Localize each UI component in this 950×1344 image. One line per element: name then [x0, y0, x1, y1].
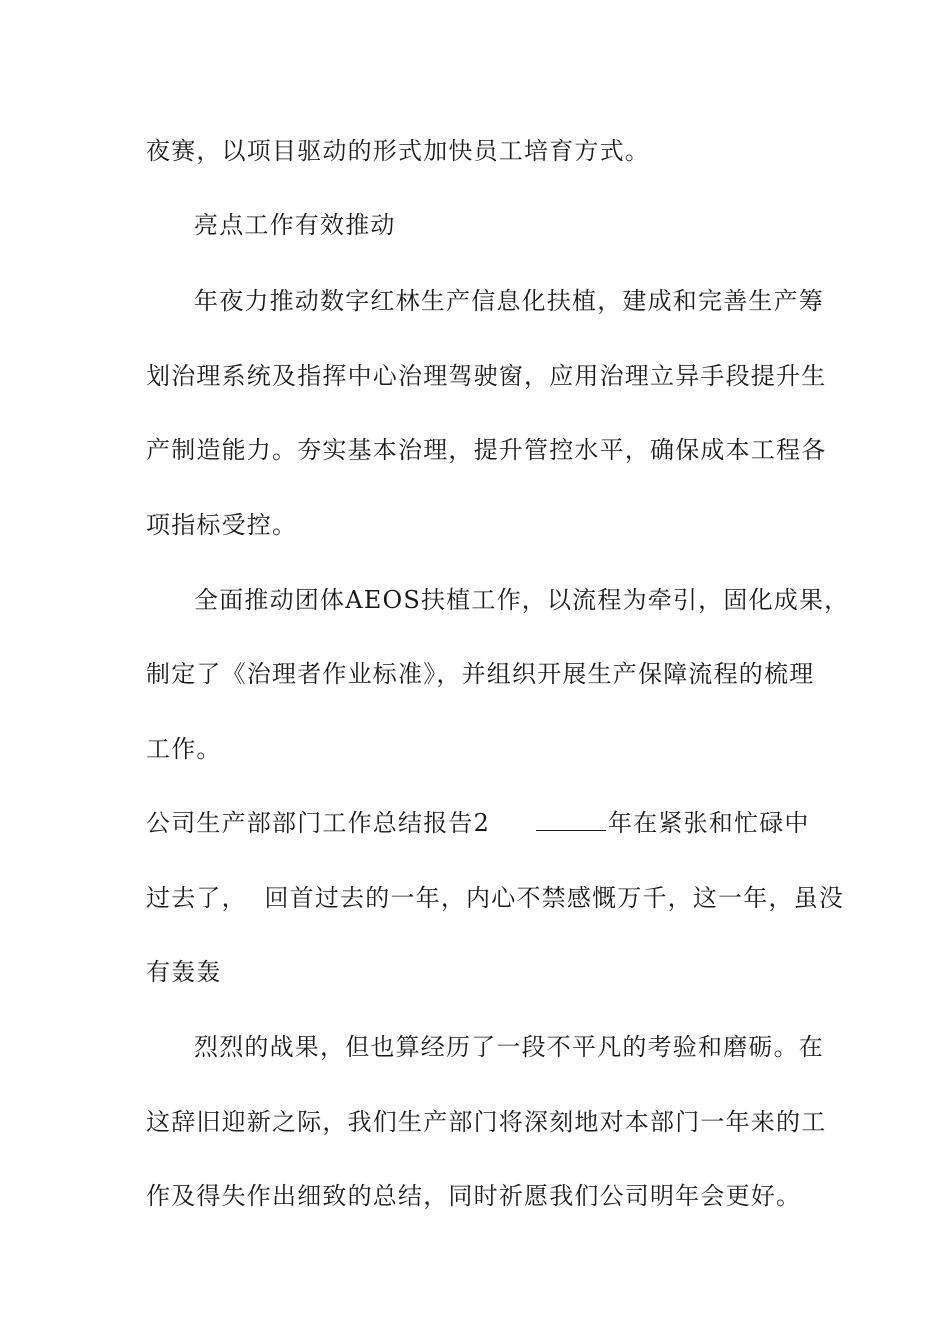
paragraph-line: 有轰轰	[146, 958, 222, 986]
paragraph-line: 工作。	[146, 735, 222, 763]
paragraph-line: 项指标受控。	[146, 511, 298, 539]
paragraph-line: 作及得失作出细致的总结，同时祈愿我们公司明年会更好。	[146, 1182, 802, 1210]
paragraph-line: 年夜力推动数字红林生产信息化扶植，建成和完善生产筹	[194, 287, 824, 315]
fill-in-blank	[536, 808, 606, 831]
paragraph-line: 全面推动团体AEOS扶植工作，以流程为牵引，固化成果，	[194, 586, 850, 614]
paragraph-line: 产制造能力。夯实基本治理，提升管控水平，确保成本工程各	[146, 436, 827, 464]
paragraph-line: 烈烈的战果，但也算经历了一段不平凡的考验和磨砺。在	[194, 1033, 824, 1061]
paragraph-line: 这辞旧迎新之际，我们生产部门将深刻地对本部门一年来的工	[146, 1108, 827, 1136]
paragraph-line: 划治理系统及指挥中心治理驾驶窗，应用治理立异手段提升生	[146, 362, 827, 390]
paragraph-line: 夜赛，以项目驱动的形式加快员工培育方式。	[146, 137, 650, 165]
paragraph-line: 年在紧张和忙碌中	[608, 809, 810, 837]
paragraph-line: 过去了， 回首过去的一年，内心不禁感慨万千，这一年，虽没	[146, 884, 845, 912]
paragraph-line: 制定了《治理者作业标准》，并组织开展生产保障流程的梳理	[146, 660, 815, 688]
report-title: 公司生产部部门工作总结报告2	[146, 809, 491, 837]
section-heading: 亮点工作有效推动	[194, 211, 396, 239]
